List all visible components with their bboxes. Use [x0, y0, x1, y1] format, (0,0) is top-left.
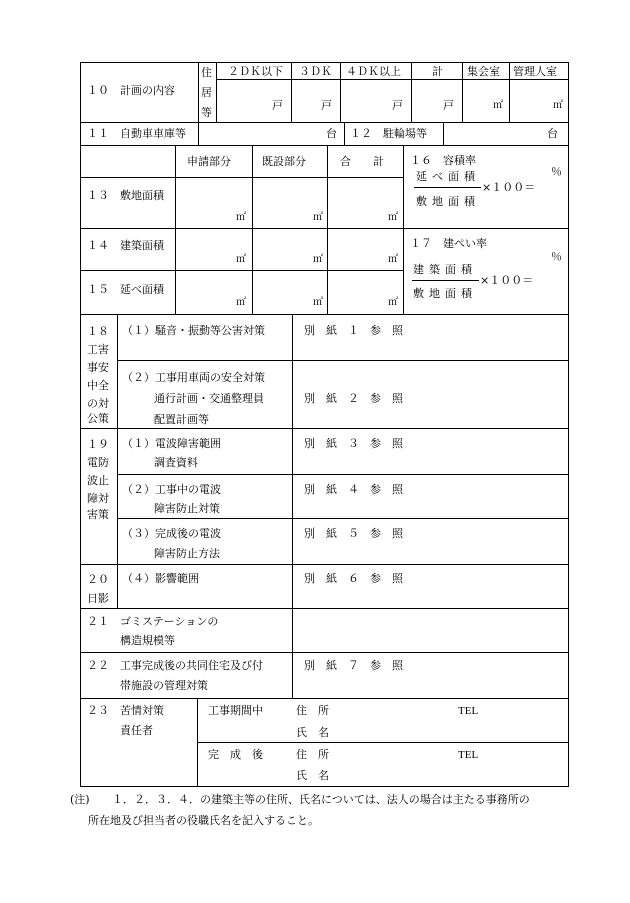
rule-s12-right — [443, 122, 444, 145]
rule-s10-col5 — [509, 62, 510, 122]
rule-s10-col1 — [291, 62, 292, 122]
s16-fraction-bar — [414, 187, 481, 188]
s18-item1-text: （１）騒音・振動等公害対策 — [122, 324, 265, 337]
note-line1: １．２．３．４．の建築主等の住所、氏名については、法人の場合は主たる事務所の — [112, 793, 530, 806]
s19-item3-line2: 障害防止方法 — [154, 547, 220, 560]
s16-label: １６ 容積率 — [410, 154, 476, 167]
rule-s18-item1 — [117, 360, 569, 361]
s21-line1: ２１ ゴミステーションの — [87, 615, 219, 628]
s18-item2-line1: （２）工事用車両の安全対策 — [122, 371, 265, 384]
s19-item2-line2: 障害防止対策 — [154, 502, 220, 515]
s23-line1: ２３ 苦情対策 — [87, 704, 164, 717]
s12-unit: 台 — [547, 127, 558, 140]
s19-item3-line1: （３）完成後の電波 — [122, 527, 221, 540]
s16-numerator: 延べ面積 — [416, 170, 480, 183]
rule-s10-label — [198, 62, 199, 122]
rule-s10-col3 — [411, 62, 412, 122]
note-label: (注) — [70, 793, 90, 806]
s17-fraction-bar — [412, 280, 479, 281]
s13-unit-total: ㎡ — [388, 212, 398, 223]
rule-s10-col4 — [462, 62, 463, 122]
rule-area-header — [80, 177, 403, 178]
s13-unit-existing: ㎡ — [313, 212, 323, 223]
s21-line2: 構造規模等 — [120, 634, 175, 647]
s18-item2-line3: 配置計画等 — [154, 413, 209, 426]
area-header-total: 合 計 — [340, 155, 384, 168]
s23-construction-address-label: 住 所 — [296, 704, 329, 717]
rule-s13-bottom — [80, 228, 569, 229]
s19-label-2: 電防 — [87, 456, 109, 469]
s19-item2-line1: （２）工事中の電波 — [122, 483, 221, 496]
s10-header-manager-room: 管理人室 — [513, 65, 557, 78]
s23-completion-name-label: 氏 名 — [296, 769, 329, 782]
s23-construction-tel-label: TEL — [458, 705, 479, 717]
s19-label-4: 障対 — [87, 492, 109, 505]
rule-s11-bottom — [80, 145, 569, 146]
s10-housing-3: 等 — [201, 106, 212, 119]
s16-percent: ％ — [551, 165, 562, 178]
note-line2: 所在地及び担当者の役職氏名を記入すること。 — [88, 814, 319, 827]
s14-label: １４ 建築面積 — [87, 239, 164, 252]
s10-header-2dk: ２ＤＫ以下 — [228, 65, 283, 78]
s19-item3-ref: 別 紙 ５ 参 照 — [304, 527, 403, 540]
s16-multiplier: ×１００＝ — [482, 181, 536, 194]
s15-label: １５ 延べ面積 — [87, 283, 164, 296]
s23-period-construction: 工事期間中 — [208, 704, 263, 717]
s19-item1-line1: （１）電波障害範囲 — [122, 437, 221, 450]
s10-unit-total: 戸 — [443, 99, 454, 112]
rule-ref-left — [292, 314, 293, 698]
s16-denominator: 敷地面積 — [416, 195, 480, 208]
s18-label-2: 工害 — [87, 343, 109, 356]
s18-item2-line2: 通行計画・交通整理員 — [154, 392, 264, 405]
s10-header-meeting-room: 集会室 — [467, 65, 500, 78]
s18-label-6: 公策 — [87, 412, 109, 425]
s13-unit-applied: ㎡ — [236, 212, 246, 223]
s19-item1-ref: 別 紙 ３ 参 照 — [304, 437, 403, 450]
rule-s19-bottom — [80, 564, 569, 565]
s19-label-3: 波止 — [87, 474, 109, 487]
rule-s10-bottom — [80, 122, 569, 123]
s10-unit-3dk: 戸 — [321, 99, 332, 112]
rule-area-ratio — [403, 145, 404, 314]
s15-unit-existing: ㎡ — [313, 297, 323, 308]
rule-s11-label — [198, 122, 199, 145]
rule-s23-label — [197, 698, 198, 787]
rule-s10-housing — [216, 62, 217, 122]
s11-label: １１ 自動車車庫等 — [87, 127, 186, 140]
rule-s18-s20-label — [117, 314, 118, 608]
rule-s20-bottom — [80, 608, 569, 609]
s17-percent: ％ — [551, 250, 562, 263]
s20-item: （４）影響範囲 — [122, 572, 199, 585]
s23-completion-address-label: 住 所 — [296, 748, 329, 761]
s23-construction-name-label: 氏 名 — [296, 726, 329, 739]
s17-denominator: 敷地面積 — [413, 287, 477, 300]
s20-ref: 別 紙 ６ 参 照 — [304, 572, 403, 585]
s10-header-4dk: ４ＤＫ以上 — [346, 65, 401, 78]
rule-area-col3 — [327, 145, 328, 314]
s17-multiplier: ×１００＝ — [480, 274, 534, 287]
s22-line2: 帯施設の管理対策 — [120, 679, 208, 692]
s10-unit-4dk: 戸 — [392, 99, 403, 112]
s23-period-completion: 完 成 後 — [208, 748, 263, 761]
s10-header-3dk: ３ＤＫ — [299, 65, 332, 78]
s22-line1: ２２ 工事完成後の共同住宅及び付 — [87, 659, 263, 672]
s22-ref: 別 紙 ７ 参 照 — [304, 659, 403, 672]
s10-unit-2dk: 戸 — [272, 99, 283, 112]
s18-label-1: １８ — [87, 325, 109, 338]
s18-label-5: の対 — [87, 397, 109, 410]
s17-label: １７ 建ぺい率 — [410, 237, 487, 250]
s23-line2: 責任者 — [120, 724, 153, 737]
s17-numerator: 建築面積 — [413, 263, 477, 276]
s10-housing-1: 住 — [201, 66, 212, 79]
s23-completion-tel-label: TEL — [458, 749, 479, 761]
s10-unit-meeting-room: ㎡ — [493, 100, 503, 111]
area-header-applied: 申請部分 — [187, 155, 231, 168]
s11-unit: 台 — [326, 127, 337, 140]
area-header-existing: 既設部分 — [262, 155, 306, 168]
s20-label-1: ２０ — [87, 573, 109, 586]
rule-s22-bottom — [80, 698, 569, 699]
s10-header-total: 計 — [432, 65, 443, 78]
s20-label-2: 日影 — [87, 592, 109, 605]
rule-area-col1 — [175, 145, 176, 314]
rule-s21-bottom — [80, 652, 569, 653]
rule-s18-bottom — [80, 428, 569, 429]
s18-item2-ref: 別 紙 ２ 参 照 — [304, 392, 403, 405]
s12-label: １２ 駐輪場等 — [350, 127, 427, 140]
rule-s15-bottom — [80, 314, 569, 315]
s14-unit-total: ㎡ — [388, 254, 398, 265]
s18-label-4: 中全 — [87, 379, 109, 392]
rule-s19-item1 — [117, 474, 569, 475]
s10-housing-2: 居 — [201, 86, 212, 99]
rule-s10-col2 — [340, 62, 341, 122]
s19-item1-line2: 調査資料 — [154, 456, 198, 469]
rule-s14-bottom — [80, 270, 403, 271]
rule-s19-item2 — [117, 518, 569, 519]
s10-unit-manager-room: ㎡ — [553, 100, 563, 111]
s19-label-5: 害策 — [87, 508, 109, 521]
s18-label-3: 事安 — [87, 361, 109, 374]
s15-unit-applied: ㎡ — [236, 297, 246, 308]
rule-s23-period — [197, 742, 569, 743]
s14-unit-existing: ㎡ — [313, 254, 323, 265]
s14-unit-applied: ㎡ — [236, 254, 246, 265]
s10-label: １０ 計画の内容 — [87, 84, 175, 97]
s19-item2-ref: 別 紙 ４ 参 照 — [304, 483, 403, 496]
s18-item1-ref: 別 紙 １ 参 照 — [304, 324, 403, 337]
s19-label-1: １９ — [87, 438, 109, 451]
rule-area-col2 — [252, 145, 253, 314]
rule-s10-header — [216, 79, 569, 80]
s13-label: １３ 敷地面積 — [87, 189, 164, 202]
s15-unit-total: ㎡ — [388, 297, 398, 308]
rule-s12-left — [344, 122, 345, 145]
